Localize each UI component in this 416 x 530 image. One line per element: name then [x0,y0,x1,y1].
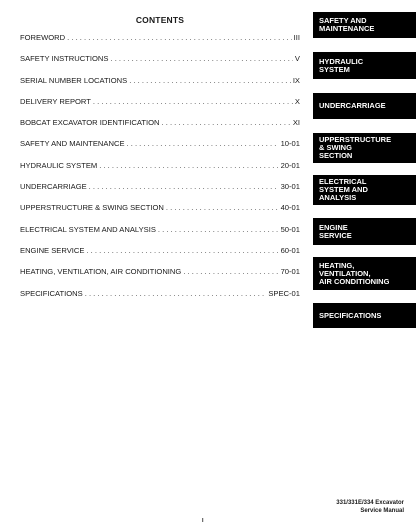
manual-title: 331/331E/334 Excavator Service Manual [336,500,404,514]
tab-label: ELECTRICAL SYSTEM AND ANALYSIS [319,177,368,202]
toc-entry-serial-number-locations[interactable] [20,76,300,97]
toc-leader-dots [89,182,279,191]
toc-entry-label: ENGINE SERVICE [20,245,85,255]
page-number: I [202,518,204,524]
toc-entry-page: 70-01 [280,267,300,277]
toc-entry-label: SAFETY INSTRUCTIONS [20,54,109,64]
toc-entry-foreword[interactable] [20,33,300,54]
toc-entry-undercarriage[interactable] [20,182,300,203]
toc-entry-label: UNDERCARRIAGE [20,182,87,192]
toc-leader-dots [158,225,279,234]
toc-entry-page: 10-01 [280,139,300,149]
toc-entry-excavator-identification[interactable] [20,118,300,139]
tab-specifications[interactable] [313,303,416,328]
section-tabs [313,0,416,340]
tab-safety-and-maintenance[interactable] [313,12,416,38]
tab-electrical-system[interactable] [313,175,416,205]
toc-leader-dots [86,246,278,255]
toc-entry-page: 60-01 [280,245,300,255]
toc-leader-dots [67,33,292,42]
tab-label: SAFETY AND MAINTENANCE [319,16,375,33]
toc-leader-dots [127,139,279,148]
tab-label: HEATING, VENTILATION, AIR CONDITIONING [319,260,390,286]
toc-entry-page: 40-01 [280,203,300,213]
toc-entry-label: HYDRAULIC SYSTEM [20,160,98,170]
toc-entry-page: IX [292,75,300,85]
toc-entry-safety-instructions[interactable] [20,54,300,75]
toc-entry-label: SPECIFICATIONS [20,288,83,298]
toc-entry-page: 50-01 [280,224,300,234]
toc-entry-label: SERIAL NUMBER LOCATIONS [20,75,128,85]
toc-entry-safety-and-maintenance[interactable] [20,139,300,160]
toc-entry-delivery-report[interactable] [20,97,300,118]
tab-label: UPPERSTRUCTURE & SWING SECTION [319,135,392,160]
toc-entry-label: FOREWORD [20,33,66,42]
toc-entry-page: 30-01 [280,182,300,192]
toc-leader-dots [183,267,278,276]
toc-leader-dots [110,54,292,63]
toc-entry-specifications[interactable] [20,289,300,310]
tab-label: SPECIFICATIONS [319,310,382,320]
toc-entry-page: X [294,96,300,106]
toc-leader-dots [129,76,291,85]
tab-engine-service[interactable] [313,218,416,245]
tab-label: HYDRAULIC SYSTEM [319,56,364,74]
toc-leader-dots [99,161,278,170]
toc-entry-page: V [294,54,300,64]
toc-entry-page: III [293,33,300,42]
tab-hydraulic-system[interactable] [313,52,416,79]
toc-leader-dots [166,203,279,212]
toc-entry-label: ELECTRICAL SYSTEM AND ANALYSIS [20,224,156,234]
toc-entry-label: SAFETY AND MAINTENANCE [20,139,125,149]
tab-label: UNDERCARRIAGE [319,101,386,110]
toc-entry-upperstructure-swing[interactable] [20,203,300,224]
toc-entry-page: SPEC-01 [268,288,300,298]
toc-entry-heating-ventilation[interactable] [20,267,300,288]
toc-entry-label: DELIVERY REPORT [20,96,91,106]
toc-entry-electrical-system[interactable] [20,225,300,246]
toc-entry-label: BOBCAT EXCAVATOR IDENTIFICATION [20,118,160,128]
table-of-contents [20,33,300,310]
toc-entry-engine-service[interactable] [20,246,300,267]
toc-entry-page: XI [292,118,300,128]
toc-entry-hydraulic-system[interactable] [20,161,300,182]
tab-label: ENGINE SERVICE [319,222,352,240]
toc-leader-dots [93,97,293,106]
toc-leader-dots [85,289,267,298]
toc-leader-dots [162,118,291,127]
page-title: CONTENTS [135,15,185,25]
toc-entry-page: 20-01 [280,160,300,170]
tab-upperstructure-swing[interactable] [313,133,416,163]
tab-undercarriage[interactable] [313,93,416,119]
toc-entry-label: UPPERSTRUCTURE & SWING SECTION [20,203,164,213]
tab-heating-ventilation[interactable] [313,257,416,290]
toc-entry-label: HEATING, VENTILATION, AIR CONDITIONING [20,267,182,277]
